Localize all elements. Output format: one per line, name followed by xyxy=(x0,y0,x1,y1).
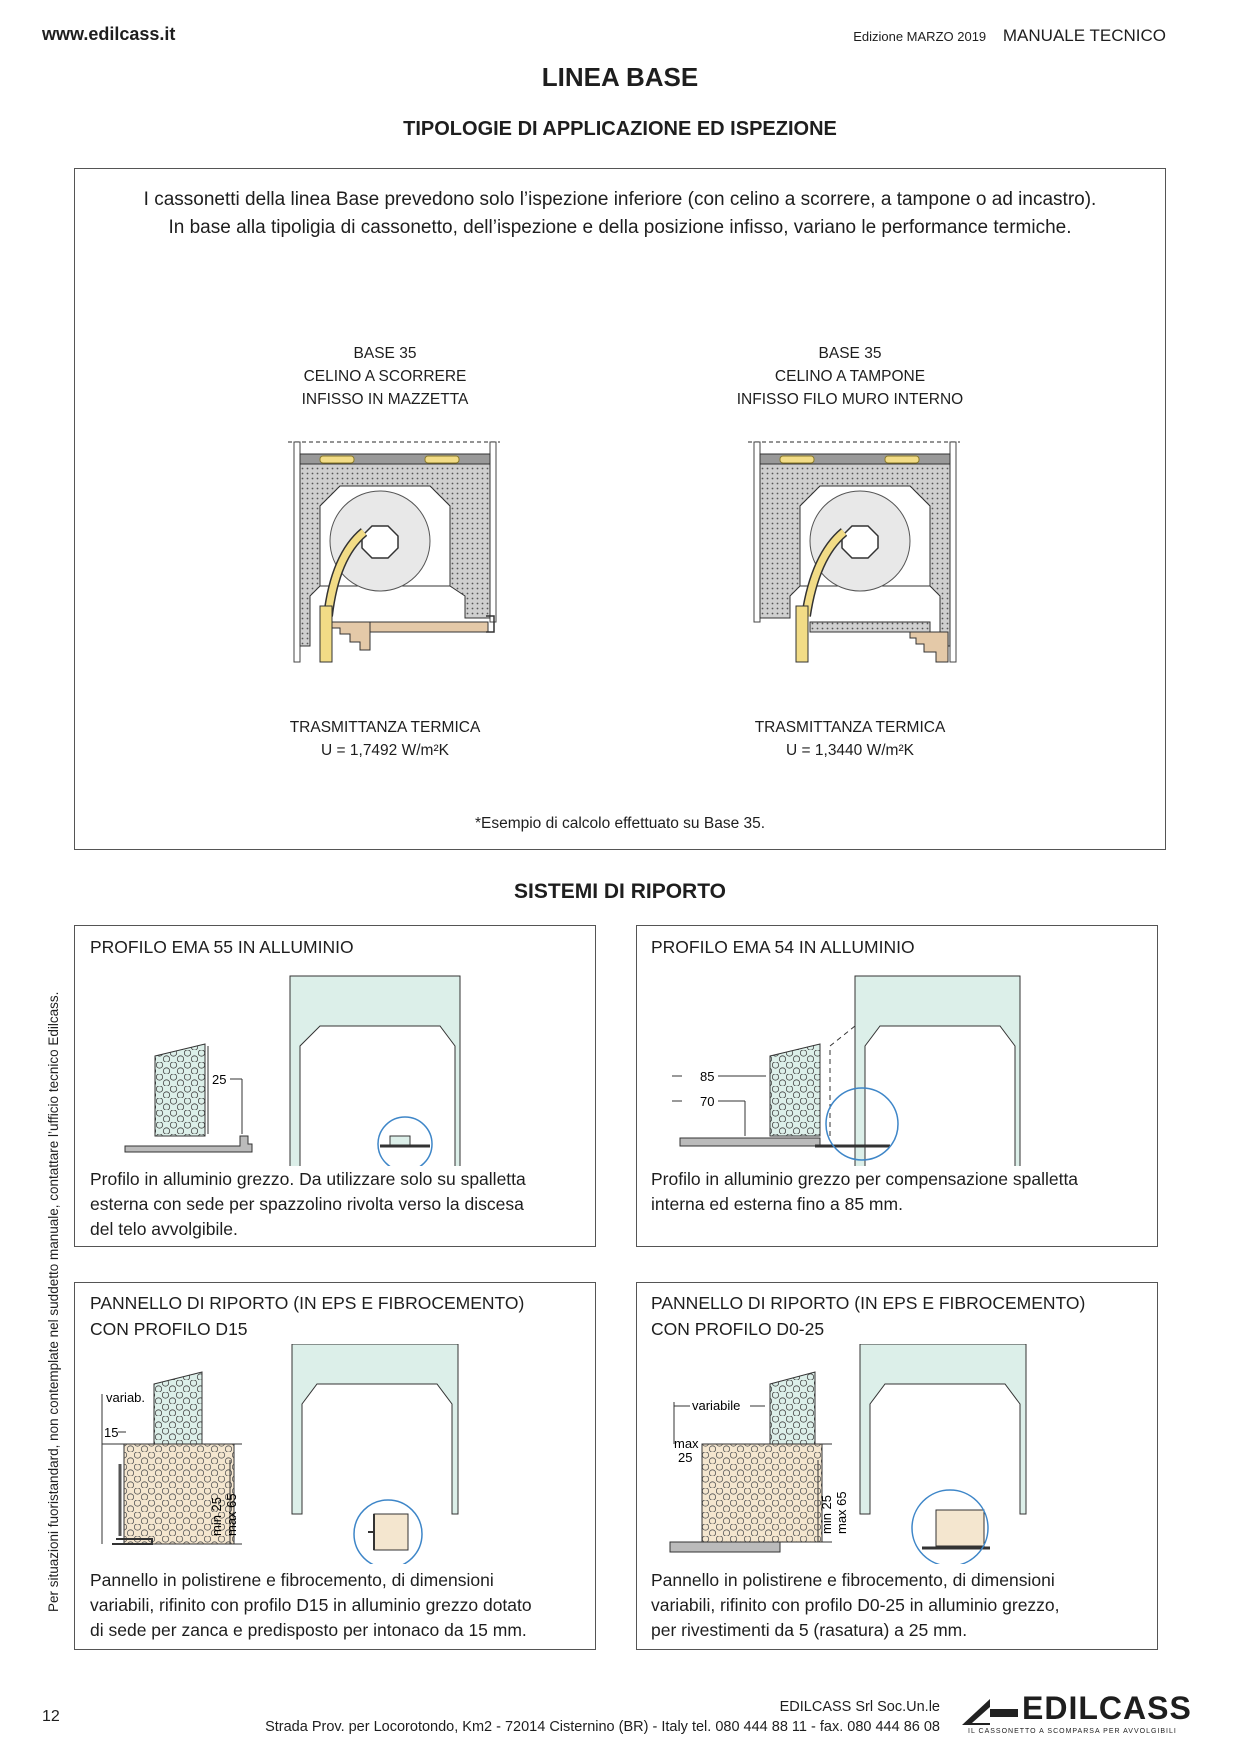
panel1-dim-25: 25 xyxy=(212,1072,227,1087)
panel4-dim-max65: max 65 xyxy=(834,1491,849,1534)
roller-shaft xyxy=(362,526,398,558)
panel4-dim-variabile: variabile xyxy=(692,1398,741,1413)
edition-label: Edizione MARZO 2019 xyxy=(853,29,987,44)
panel1-drawing xyxy=(100,966,580,1166)
panel2-drawing xyxy=(660,966,1140,1166)
diagram2-inspection: CELINO A TAMPONE xyxy=(774,368,926,385)
diagram2-name: BASE 35 xyxy=(818,345,882,362)
panel2-dim-85: 85 xyxy=(700,1069,715,1084)
panel1-desc-2: esterna con sede per spazzolino rivolta verso la discesa xyxy=(90,1194,524,1214)
diagram1-drawing xyxy=(280,436,530,676)
panel1-title: PROFILO EMA 55 IN ALLUMINIO xyxy=(90,937,354,957)
logo: EDILCASS xyxy=(1022,1690,1192,1726)
panel3-title xyxy=(90,1290,524,1342)
panel4-dim-max: max xyxy=(674,1436,699,1451)
panel1-desc-1: Profilo in alluminio grezzo. Da utilizzare solo su spalletta xyxy=(90,1169,526,1189)
section1-intro xyxy=(76,186,1164,242)
diagram2-drawing xyxy=(740,436,990,676)
panel1-desc xyxy=(90,1167,526,1242)
diagram2-trans-label: TRASMITTANZA TERMICA xyxy=(754,719,946,736)
panel4-drawing xyxy=(660,1344,1150,1564)
panel2-desc-2: interna ed esterna fino a 85 mm. xyxy=(651,1194,903,1214)
panel4-title-2: CON PROFILO D0-25 xyxy=(651,1319,825,1339)
panel4-dim-min25: min 25 xyxy=(819,1494,834,1534)
logo-mark xyxy=(960,1695,1020,1727)
panel2-dim-70: 70 xyxy=(700,1094,715,1109)
manual-label: MANUALE TECNICO xyxy=(1002,26,1166,45)
header-right xyxy=(853,26,1166,46)
diagram1-name: BASE 35 xyxy=(353,345,417,362)
diagram1-thermal xyxy=(240,716,530,762)
diagram2-frame: INFISSO FILO MURO INTERNO xyxy=(736,391,964,408)
intro-line-2: In base alla tipoligia di cassonetto, dell’ispezione e della posizione infisso, variano le performance termiche. xyxy=(168,217,1072,238)
panel2-title: PROFILO EMA 54 IN ALLUMINIO xyxy=(651,937,915,957)
panel2-desc-1: Profilo in alluminio grezzo per compensazione spalletta xyxy=(651,1169,1079,1189)
diagram1-u-value: U = 1,7492 W/m²K xyxy=(321,742,449,759)
panel4-dim-25: 25 xyxy=(678,1450,693,1465)
panel3-desc-1: Pannello in polistirene e fibrocemento, di dimensioni xyxy=(90,1570,494,1590)
panel4-desc xyxy=(651,1568,1060,1643)
section1-box xyxy=(74,168,1166,850)
panel3-desc-3: di sede per zanca e predisposto per intonaco da 15 mm. xyxy=(90,1620,527,1640)
panel3-desc xyxy=(90,1568,532,1643)
panel2-desc xyxy=(651,1167,1078,1217)
diagram1-frame: INFISSO IN MAZZETTA xyxy=(301,391,469,408)
panel3-drawing xyxy=(92,1344,582,1564)
website-url[interactable]: www.edilcass.it xyxy=(42,24,176,44)
footer-address-block xyxy=(265,1697,940,1737)
diagram1-caption xyxy=(240,342,530,411)
panel4-title xyxy=(651,1290,1085,1342)
panel3-desc-2: variabili, rifinito con profilo D15 in alluminio grezzo dotato xyxy=(90,1595,532,1615)
footer-address: Strada Prov. per Locorotondo, Km2 - 72014 Cisternino (BR) - Italy tel. 080 444 88 11 - fax. 080 444 86 08 xyxy=(265,1719,940,1735)
panel3-title-2: CON PROFILO D15 xyxy=(90,1319,248,1339)
section1-title: TIPOLOGIE DI APPLICAZIONE ED ISPEZIONE xyxy=(403,118,837,140)
calc-note: *Esempio di calcolo effettuato su Base 35. xyxy=(474,815,766,832)
side-note: Per situazioni fuoristandard, non contemplate nel suddetto manuale, contattare l’ufficio tecnico Edilcass. xyxy=(46,991,61,1612)
intro-line-1: I cassonetti della linea Base prevedono solo l’ispezione inferiore (con celino a scorrere, a tampone o ad incastro). xyxy=(143,189,1097,210)
panel3-dim-15: 15 xyxy=(104,1425,119,1440)
panel3-dim-variab: variab. xyxy=(106,1390,146,1405)
section2-title: SISTEMI DI RIPORTO xyxy=(514,880,726,903)
panel4-title-1: PANNELLO DI RIPORTO (IN EPS E FIBROCEMENTO) xyxy=(651,1293,1086,1313)
diagram2-caption xyxy=(700,342,1000,411)
diagram2-thermal xyxy=(700,716,1000,762)
panel3-dim-max65: max 65 xyxy=(224,1493,239,1536)
roller-shaft xyxy=(842,526,878,558)
panel4-desc-3: per rivestimenti da 5 (rasatura) a 25 mm. xyxy=(651,1620,968,1640)
panel4-desc-1: Pannello in polistirene e fibrocemento, di dimensioni xyxy=(651,1570,1055,1590)
panel3-dim-min25: min 25 xyxy=(209,1496,224,1536)
diagram1-trans-label: TRASMITTANZA TERMICA xyxy=(289,719,481,736)
page-title: LINEA BASE xyxy=(541,62,699,92)
logo-tagline: IL CASSONETTO A SCOMPARSA PER AVVOLGIBILI xyxy=(968,1728,1177,1735)
panel1-desc-3: del telo avvolgibile. xyxy=(90,1219,238,1239)
diagram2-u-value: U = 1,3440 W/m²K xyxy=(786,742,914,759)
diagram1-inspection: CELINO A SCORRERE xyxy=(303,368,467,385)
panel4-desc-2: variabili, rifinito con profilo D0-25 in alluminio grezzo, xyxy=(651,1595,1060,1615)
footer-company: EDILCASS Srl Soc.Un.le xyxy=(779,1699,940,1715)
panel3-title-1: PANNELLO DI RIPORTO (IN EPS E FIBROCEMENTO) xyxy=(90,1293,525,1313)
page-number: 12 xyxy=(42,1708,60,1725)
